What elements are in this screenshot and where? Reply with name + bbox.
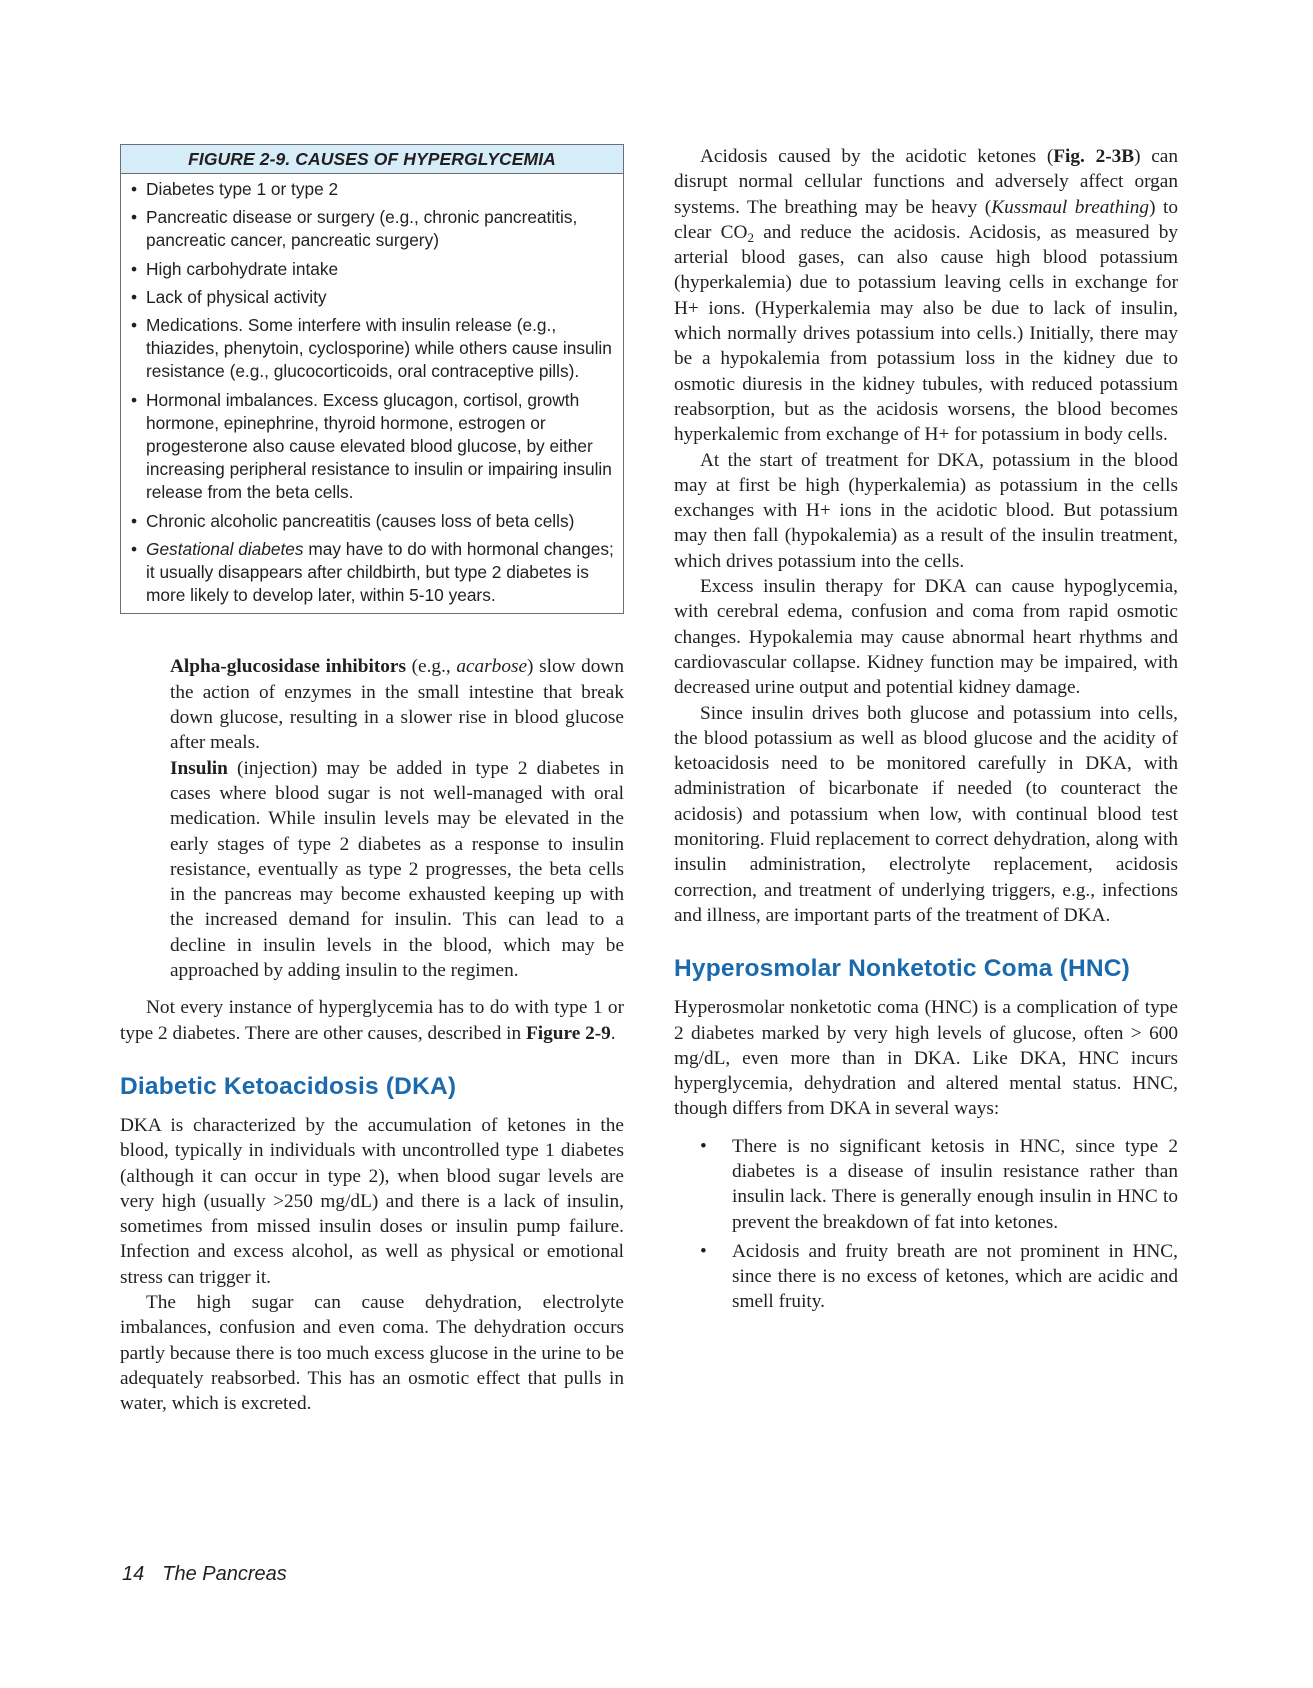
figure-list-item: • Lack of physical activity — [131, 286, 615, 309]
dka-paragraph-1: DKA is characterized by the accumulation of ketones in the blood, typically in individuals with uncontrolled type 1 diabetes (although it can occur in type 2), when blood sugar levels are very high (usually >250 mg/dL) and there is a lack of insulin, sometimes from missed insulin doses or insulin pump failure. Infection and excess alcohol, as well as physical or emotional stress can trigger it. — [120, 1114, 624, 1288]
bullet-icon: • — [131, 538, 138, 559]
dka-heading: Diabetic Ketoacidosis (DKA) — [120, 1072, 457, 1100]
bullet-icon: • — [131, 315, 138, 336]
figure-2-9-box — [120, 144, 624, 614]
not-every-paragraph: Not every instance of hyperglycemia has to do with type 1 or type 2 diabetes. There are other causes, described in Figure 2-9. — [120, 997, 624, 1044]
figure-reference: Figure 2-9 — [526, 1022, 611, 1044]
hnc-difference-item: • There is no significant ketosis in HNC, since type 2 diabetes is a disease of insulin resistance rather than insulin lack. There is generally enough insulin in HNC to prevent the breakdown of fat into ketones. — [700, 1135, 1178, 1233]
left-column — [120, 144, 624, 1416]
page-footer — [122, 1563, 287, 1586]
acidosis-paragraph: Acidosis caused by the acidotic ketones (Fig. 2-3B) can disrupt normal cellular functions and adversely affect organ systems. The breathing may be heavy (Kussmaul breathing) to clear $CO_2$ and reduce the acidosis. Acidosis, as measured by arterial blood gases, can also cause high blood potassium (hyperkalemia) due to potassium leaving cells in exchange for H+ ions. (Hyperkalemia may also be due to lack of insulin, which normally drives potassium into cells.) Initially, there may be a hypokalemia from potassium loss in the kidney due to osmotic diuresis in the kidney tubules, with reduced potassium reabsorption, but as the acidosis worsens, the blood becomes hyperkalemic from exchange of H+ for potassium in body cells. — [674, 146, 1179, 446]
hnc-paragraph: Hyperosmolar nonketotic coma (HNC) is a complication of type 2 diabetes marked by very high levels of glucose, often > 600 mg/dL, even more than in DKA. Like DKA, HNC incurs hyperglycemia, dehydration and altered mental status. HNC, though differs from DKA in several ways: — [674, 997, 1178, 1120]
bullet-icon: • — [131, 258, 138, 279]
chapter-title: The Pancreas — [162, 1563, 287, 1585]
figure-list-item: • Medications. Some interfere with insulin release (e.g., thiazides, phenytoin, cyclosporine) while others cause insulin resistance (e.g., glucocorticoids, oral contraceptive pills). — [131, 315, 612, 382]
insulin-paragraph: Insulin (injection) may be added in type 2 diabetes in cases where blood sugar is not well-managed with oral medication. While insulin levels may be elevated in the early stages of type 2 diabetes as a response to insulin resistance, eventually as type 2 progresses, the beta cells in the pancreas may become exhausted keeping up with the increased demand for insulin. This can lead to a decline in insulin levels in the blood, which may be approached by adding insulin to the regimen. — [170, 757, 624, 982]
bullet-icon: • — [131, 179, 138, 199]
hnc-difference-item: • Acidosis and fruity breath are not prominent in HNC, since there is no excess of ketones, which are acidic and smell fruity. — [700, 1240, 1178, 1313]
excess-insulin-paragraph: Excess insulin therapy for DKA can cause hypoglycemia, with cerebral edema, confusion and coma from rapid osmotic changes. Hypokalemia may cause abnormal heart rhythms and cardiovascular collapse. Kidney function may be impaired, with decreased urine output and potential kidney damage. — [674, 576, 1178, 699]
figure-list-item: • Diabetes type 1 or type 2 — [131, 178, 615, 201]
treatment-start-paragraph: At the start of treatment for DKA, potassium in the blood may at first be high (hyperkalemia) as potassium in the cells exchanges with H+ ions in the acidotic blood. But potassium may then fall (hypokalemia) as a result of the insulin treatment, which drives potassium into the cells. — [674, 449, 1178, 572]
figure-list-item: • High carbohydrate intake — [131, 258, 615, 281]
right-column — [674, 144, 1178, 1319]
figure-reference: Fig. 2-3B — [1053, 146, 1135, 167]
dka-paragraph-2: The high sugar can cause dehydration, electrolyte imbalances, confusion and even coma. The dehydration occurs partly because there is too much excess glucose in the urine to be adequately reabsorbed. This has an osmotic effect that pulls in water, which is excreted. — [120, 1291, 624, 1415]
figure-list-item: • Gestational diabetes may have to do with hormonal changes; it usually disappears after childbirth, but type 2 diabetes is more likely to develop later, within 5-10 years. — [131, 538, 614, 606]
figure-title: FIGURE 2-9. CAUSES OF HYPERGLYCEMIA — [121, 145, 623, 174]
monitoring-paragraph: Since insulin drives both glucose and potassium into cells, the blood potassium as well as blood glucose and the acidity of ketoacidosis need to be monitored carefully in DKA, with administration of bicarbonate if needed (to counteract the acidosis) and potassium when low, with continual blood test monitoring. Fluid replacement to correct dehydration, along with insulin administration, electrolyte replacement, acidosis correction, and treatment of underlying triggers, e.g., infections and illness, are important parts of the treatment of DKA. — [674, 702, 1178, 926]
page-number: 14 — [122, 1563, 145, 1585]
figure-list-item: • Pancreatic disease or surgery (e.g., chronic pancreatitis, pancreatic cancer, pancreatic surgery) — [131, 207, 578, 251]
bullet-icon: • — [131, 510, 138, 531]
bullet-icon: • — [700, 1240, 707, 1262]
figure-causes-list — [121, 174, 623, 613]
bullet-icon: • — [131, 207, 138, 228]
hnc-differences-list — [698, 1134, 1178, 1315]
bullet-icon: • — [131, 286, 138, 307]
hnc-heading: Hyperosmolar Nonketotic Coma (HNC) — [674, 955, 1131, 983]
alpha-glucosidase-paragraph: Alpha-glucosidase inhibitors (e.g., acarbose) slow down the action of enzymes in the small intestine that break down glucose, resulting in a slower rise in blood glucose after meals. — [170, 656, 624, 754]
bullet-icon: • — [131, 389, 138, 410]
figure-list-item: • Hormonal imbalances. Excess glucagon, cortisol, growth hormone, epinephrine, thyroid hormone, estrogen or progesterone also cause elevated blood glucose, by either increasing peripheral resistance to insulin or impairing insulin release from the beta cells. — [131, 389, 612, 503]
treatment-subsection — [170, 654, 624, 983]
figure-list-item: • Chronic alcoholic pancreatitis (causes loss of beta cells) — [131, 510, 615, 533]
bullet-icon: • — [700, 1135, 707, 1157]
